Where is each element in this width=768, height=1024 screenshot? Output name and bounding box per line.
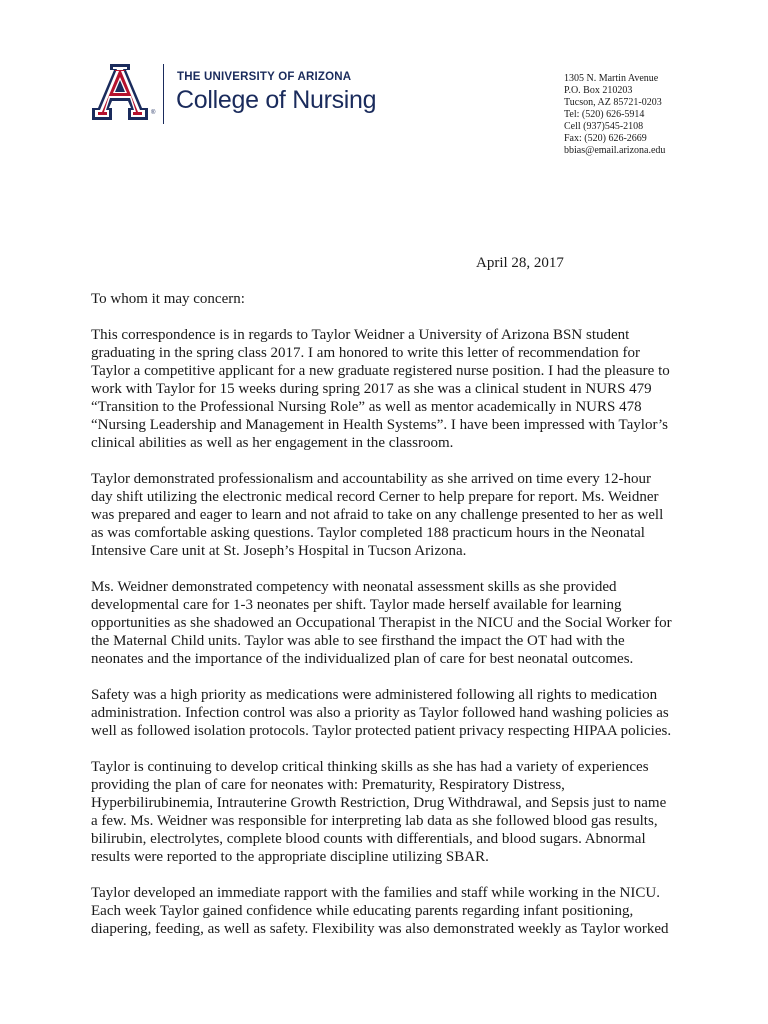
paragraph-line: was prepared and eager to learn and not afraid to take on any challenge presented to her as well [91, 507, 664, 523]
paragraph-line: Safety was a high priority as medications were administered following all rights to medication [91, 687, 658, 703]
telephone: Tel: (520) 626-5914 [564, 109, 645, 120]
address-city: Tucson, AZ 85721-0203 [564, 97, 662, 108]
paragraph-line: well as followed isolation protocols. Taylor protected patient privacy respecting HIPAA policies. [91, 723, 672, 739]
paragraph-line: as was comfortable asking questions. Taylor completed 188 practicum hours in the Neonatal [91, 525, 645, 541]
paragraph-line: Intensive Care unit at St. Joseph’s Hospital in Tucson Arizona. [91, 543, 467, 559]
paragraph-line: diapering, feeding, as well as safety. Flexibility was also demonstrated weekly as Taylor worked [91, 921, 669, 937]
paragraph-line: neonates and the importance of the individualized plan of care for best neonatal outcomes. [91, 651, 634, 667]
paragraph-line: Taylor demonstrated professionalism and accountability as she arrived on time every 12-hour [91, 471, 652, 487]
paragraph-line: This correspondence is in regards to Taylor Weidner a University of Arizona BSN student [91, 327, 630, 343]
letter-date: April 28, 2017 [476, 255, 564, 271]
paragraph [91, 326, 691, 452]
paragraph-line: bilirubin, electrolytes, complete blood counts with differentials, and blood sugars. Abnormal [91, 831, 646, 847]
paragraph-line: opportunities as she shadowed an Occupational Therapist in the NICU and the Social Worker for [91, 615, 672, 631]
paragraph [91, 686, 691, 740]
paragraph-line: day shift utilizing the electronic medical record Cerner to help prepare for report. Ms. Weidner [91, 489, 659, 505]
paragraph [91, 884, 691, 938]
fax: Fax: (520) 626-2669 [564, 133, 647, 144]
address-line-2: P.O. Box 210203 [564, 85, 633, 96]
paragraphs [91, 326, 691, 938]
college-name: College of Nursing [176, 86, 377, 114]
paragraph-line: Taylor a competitive applicant for a new graduate registered nurse position. I had the pleasure to [91, 363, 670, 379]
paragraph-line: work with Taylor for 15 weeks during spring 2017 as she was a clinical student in NURS 479 [91, 381, 652, 397]
block-a-logo-icon [90, 62, 150, 122]
salutation [91, 290, 691, 308]
university-name: THE UNIVERSITY OF ARIZONA [177, 71, 352, 83]
paragraph-line: “Nursing Leadership and Management in Health Systems”. I have been impressed with Taylor’s [91, 417, 668, 433]
paragraph-line: “Transition to the Professional Nursing Role” as well as mentor academically in NURS 478 [91, 399, 642, 415]
paragraph [91, 758, 691, 866]
letterhead-divider [163, 64, 164, 124]
cell-phone: Cell (937)545-2108 [564, 121, 644, 132]
paragraph-line: a few. Ms. Weidner was responsible for interpreting lab data as she followed blood gas results, [91, 813, 658, 829]
paragraph [91, 470, 691, 560]
letter-body [91, 290, 691, 956]
salutation-line: To whom it may concern: [91, 291, 245, 307]
paragraph-line: Taylor is continuing to develop critical thinking skills as she has had a variety of experiences [91, 759, 649, 775]
paragraph-line: developmental care for 1-3 neonates per shift. Taylor made herself available for learning [91, 597, 622, 613]
paragraph-line: the Maternal Child units. Taylor was able to see firsthand the impact the OT had with the [91, 633, 625, 649]
paragraph-line: providing the plan of care for neonates with: Prematurity, Respiratory Distress, [91, 777, 565, 793]
paragraph-line: results were reported to the appropriate discipline utilizing SBAR. [91, 849, 489, 865]
paragraph-line: graduating in the spring class 2017. I am honored to write this letter of recommendation for [91, 345, 641, 361]
email: bbias@email.arizona.edu [564, 145, 666, 156]
contact-block [564, 73, 665, 157]
paragraph-line: Each week Taylor gained confidence while educating parents regarding infant positioning, [91, 903, 634, 919]
paragraph-line: clinical abilities as well as her engagement in the classroom. [91, 435, 454, 451]
registered-mark: ® [151, 110, 156, 116]
paragraph-line: Hyperbilirubinemia, Intrauterine Growth Restriction, Drug Withdrawal, and Sepsis just to name [91, 795, 667, 811]
address-line-1: 1305 N. Martin Avenue [564, 73, 659, 84]
university-logo [90, 62, 150, 122]
paragraph-line: Ms. Weidner demonstrated competency with neonatal assessment skills as she provided [91, 579, 617, 595]
paragraph [91, 578, 691, 668]
paragraph-line: administration. Infection control was also a priority as Taylor followed hand washing policies as [91, 705, 669, 721]
paragraph-line: Taylor developed an immediate rapport with the families and staff while working in the NICU. [91, 885, 660, 901]
